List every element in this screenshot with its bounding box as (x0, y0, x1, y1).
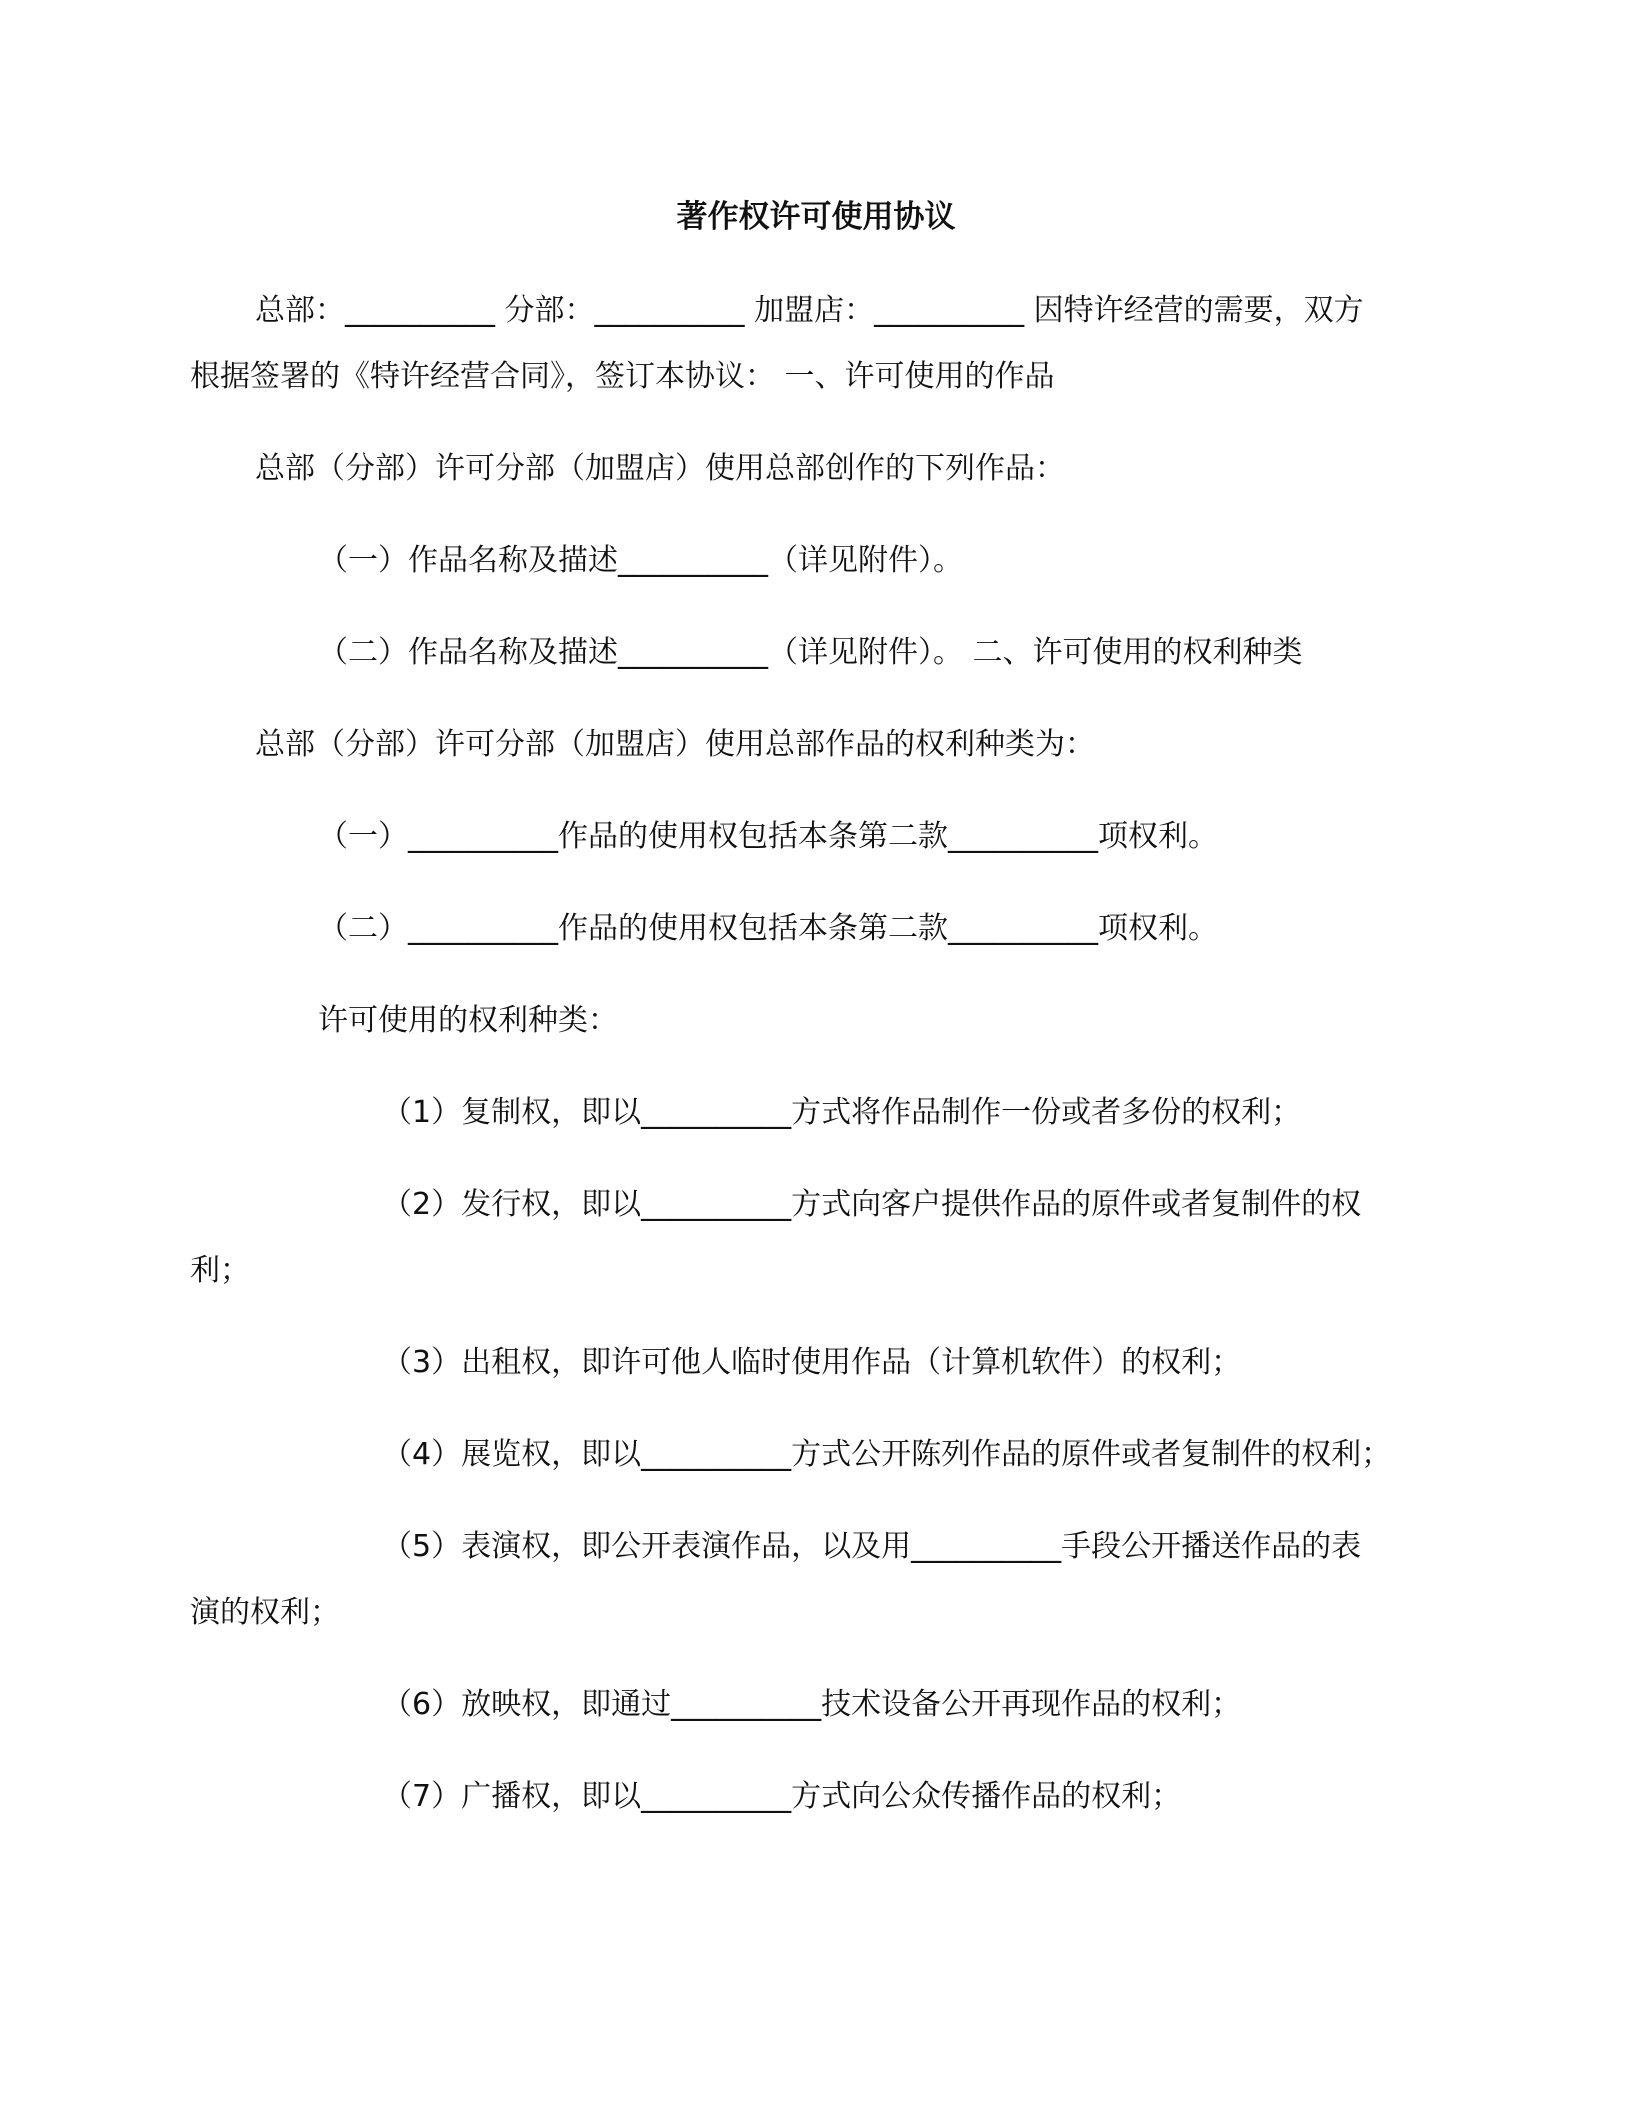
paragraph-line-15: （5）表演权，即公开表演作品，以及用__________手段公开播送作品的表 (382, 1529, 1362, 1564)
paragraph-line-9: 许可使用的权利种类： (318, 1003, 618, 1038)
paragraph-line-6: 总部（分部）许可分部（加盟店）使用总部作品的权利种类为： (255, 727, 1095, 762)
paragraph-line-18: （7）广播权，即以__________方式向公众传播作品的权利； (382, 1779, 1182, 1814)
paragraph-line-17: （6）放映权，即通过__________技术设备公开再现作品的权利； (382, 1687, 1242, 1722)
paragraph-line-16: 演的权利； (190, 1595, 340, 1630)
paragraph-line-4: （一）作品名称及描述__________（详见附件）。 (318, 543, 963, 578)
paragraph-line-13: （3）出租权，即许可他人临时使用作品（计算机软件）的权利； (382, 1345, 1242, 1380)
paragraph-line-14: （4）展览权，即以__________方式公开陈列作品的原件或者复制件的权利； (382, 1437, 1392, 1472)
paragraph-line-7: （一）__________作品的使用权包括本条第二款__________项权利。 (318, 819, 1218, 854)
paragraph-line-12: 利； (190, 1253, 250, 1288)
paragraph-line-8: （二）__________作品的使用权包括本条第二款__________项权利。 (318, 911, 1218, 946)
paragraph-line-1: 总部：__________ 分部：__________ 加盟店：__________ 因特许经营的需要，双方 (255, 293, 1364, 328)
paragraph-line-5: （二）作品名称及描述__________（详见附件）。 二、许可使用的权利种类 (318, 635, 1303, 670)
paragraph-line-3: 总部（分部）许可分部（加盟店）使用总部创作的下列作品： (255, 451, 1065, 486)
paragraph-line-10: （1）复制权，即以__________方式将作品制作一份或者多份的权利； (382, 1095, 1302, 1130)
document-title: 著作权许可使用协议 (676, 199, 956, 235)
paragraph-line-11: （2）发行权，即以__________方式向客户提供作品的原件或者复制件的权 (382, 1187, 1362, 1222)
paragraph-line-2: 根据签署的《特许经营合同》，签订本协议： 一、许可使用的作品 (190, 359, 1055, 394)
